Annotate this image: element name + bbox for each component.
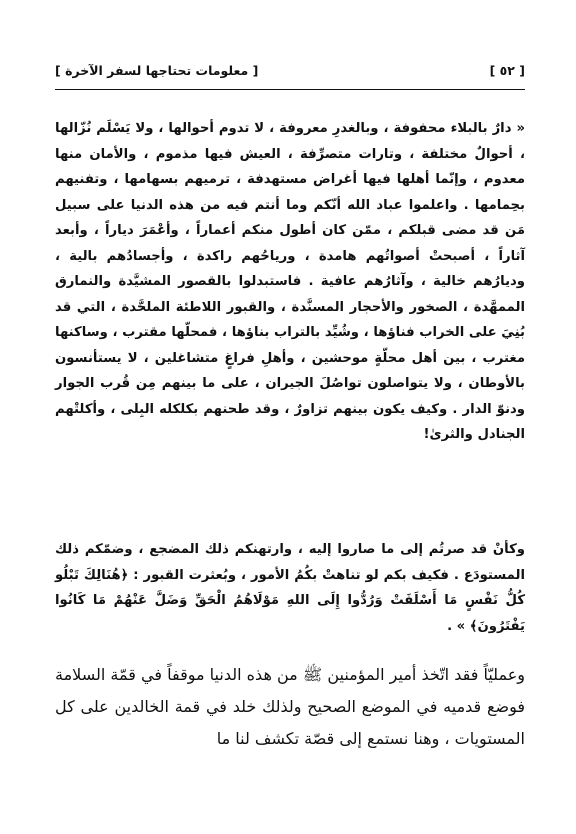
body-text-3: وعمليّاً فقد اتّخذ أمير المؤمنين ﷺ من هذه الدنيا موقفاً في قمّة السلامة فوضع قدميه في الموضع الصحيح ولذلك خلد في قمة الخالدين على كل المستويات ، وهنا نستمع إلى قصّة تكشف لنا ما bbox=[55, 665, 525, 748]
quote-paragraph-1 bbox=[55, 116, 525, 448]
header-rule bbox=[55, 89, 525, 90]
running-title: [ معلومات تحتاجها لسفر الآخرة ] bbox=[55, 62, 259, 78]
body-paragraph bbox=[55, 659, 525, 755]
page-header bbox=[55, 56, 525, 84]
quote-text-1: « دارٌ بالبلاء محفوفة ، وبالغدرِ معروفة ، لا تدوم أحوالها ، ولا يَسْلَم نُزّالها ، أحوالٌ مختلفة ، وتارات متصرِّفة ، العيش فيها مذموم ، والأمان منها معدوم ، وإنّما أهلها فيها أغراض مستهدفة ، ترميهم بسهامها ، وتفنيهم بحِمامها . واعلموا عباد الله أنّكم وما أنتم فيه من هذه الدنيا على سبيل مَن قد مضى قبلكم ، ممّن كان أطول منكم أعماراً ، وأعْمَرَ دياراً ، وأبعد آثاراً ، أصبحتْ أصواتُهم هامدة ، ورياحُهم راكدة ، وأجسادُهم بالية ، وديارُهم خالية ، وآثارُهم عافية . فاستبدلوا بالقصور المشيَّدة والنمارق الممهَّدة ، الصخور والأحجار المسنَّدة ، والقبور اللاطئة الملحَّدة ، التي قد بُنِيَ على الخراب فناؤها ، وشُيِّد بالتراب بناؤها ، فمحلّها مقترب ، وساكنها مغترب ، بين أهل محلّةٍ موحشين ، وأهلِ فراغٍ متشاغلين ، لا يستأنسون بالأوطان ، ولا يتواصلون تواصُلَ الجيران ، على ما بينهم مِن قُرب الجوار ودنوّ الدار . وكيف يكون بينهم تزاورٌ ، وقد طحنهم بكلكله البِلى ، وأكلتْهم الجنادل والثرىٰ! bbox=[55, 121, 525, 442]
page-number: [ ٥٢ ] bbox=[489, 62, 525, 78]
quote-paragraph-2 bbox=[55, 537, 525, 639]
quote-text-2: وكأنْ قد صرتُم إلى ما صاروا إليه ، وارتهنكم ذلك المضجع ، وضمّكم ذلك المستودَع . فكيف بكم لو تناهتْ بكُمُ الأمور ، وبُعثرت القبور : ﴿هُنَالِكَ تَبْلُو كُلُّ نَفْسٍ مَا أَسْلَفَتْ وَرُدُّوا إِلَى اللهِ مَوْلَاهُمُ الْحَقِّ وَضَلَّ عَنْهُمْ مَا كَانُوا يَفْتَرُونَ﴾ » . bbox=[55, 542, 525, 634]
